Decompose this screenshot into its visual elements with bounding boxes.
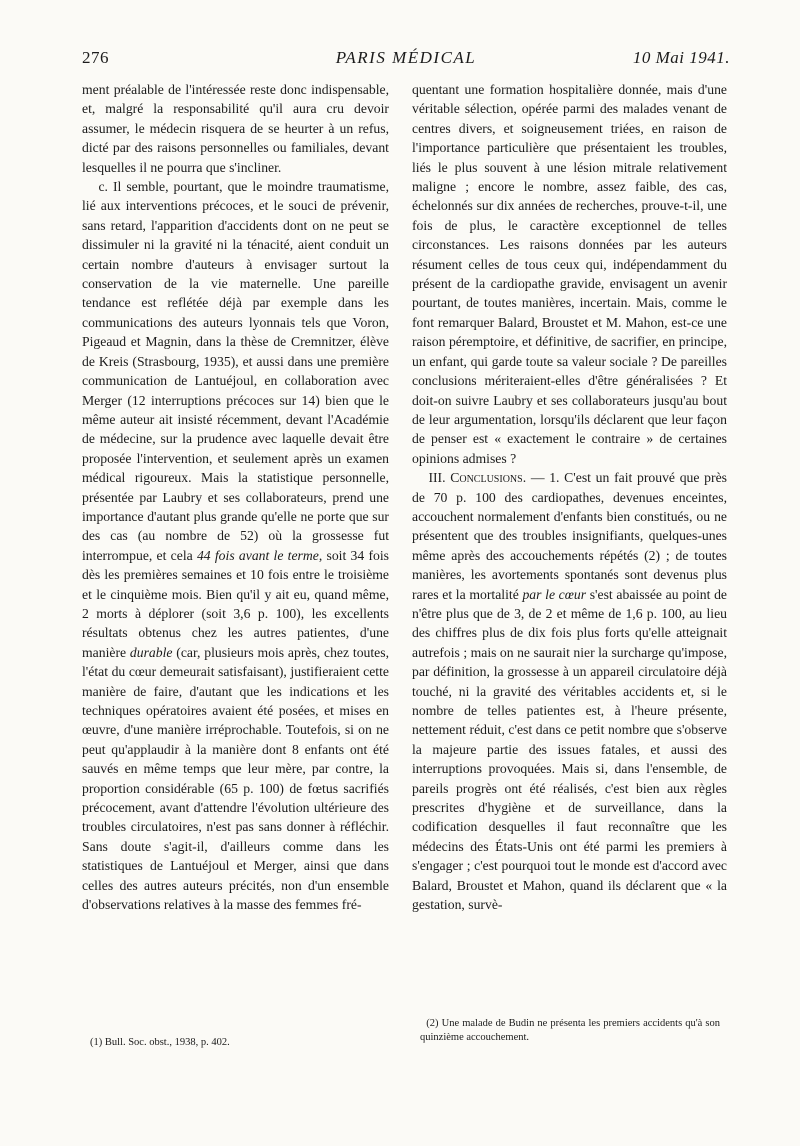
journal-title: PARIS MÉDICAL — [335, 48, 477, 67]
left-column — [82, 80, 389, 914]
running-header — [82, 48, 730, 74]
footnote-right: (2) Une malade de Budin ne présenta les premiers accidents qu'à son quinzième accouchement. — [420, 1018, 720, 1043]
paragraph: c. Il semble, pourtant, que le moindre traumatisme, lié aux interventions précoces, et le souci de prévenir, sans retard, l'apparition d'accidents dont on ne peut se dissimuler ni la gravité ni la ténacité, aient conduit un certain nombre d'auteurs à envisager surtout la conservation de la vie maternelle. Une pareille tendance est reflétée déjà par exemple dans les communications des auteurs lyonnais tels que Voron, Pigeaud et Magnin, dans la thèse de Cremnitzer, élève de Kreis (Strasbourg, 1935), et aussi dans une première communication de Lantuéjoul, en collaboration avec Merger (12 interruptions précoces sur 14) bien que le même auteur ait insisté récemment, devant l'Académie de médecine, sur la prudence avec laquelle devait être proposée l'intervention, et seulement après un examen médical rigoureux. Mais la statistique personnelle, présentée par Laubry et ses collaborateurs, prend une importance d'autant plus grande qu'elle ne porte que sur des cas (au nombre de 52) où la grossesse fut interrompue, et cela 44 fois avant le terme, soit 34 fois dès les premières semaines et 10 fois entre le troisième et le cinquième mois. Bien qu'il y ait eu, quand même, 2 morts à déplorer (soit 3,6 p. 100), les excellents résultats obtenus chez les autres patientes, d'une manière durable (car, plusieurs mois après, chez toutes, l'état du cœur demeurait satisfaisant), justifieraient cette manière de faire, d'autant que les indications et les techniques opératoires avaient été posées, et mises en œuvre, d'une manière irréprochable. Toutefois, si on ne peut qu'applaudir à la manière dont 8 enfants ont été sauvés en même temps que leur mère, par contre, la proportion considérable (65 p. 100) de fœtus sacrifiés précocement, avant d'attendre l'évolution ultérieure des troubles circulatoires, n'est pas sans donner à réfléchir. Sans doute s'agit-il, d'ailleurs comme dans les statistiques de Lantuéjoul et Merger, ainsi que dans celles des autres auteurs précités, non d'un ensemble d'observations relatives à la masse des femmes fré- — [82, 179, 390, 913]
right-column — [412, 80, 727, 914]
section-heading: III. Conclusions. — [428, 470, 527, 486]
emphasis: par le cœur — [522, 586, 587, 602]
footnote-left: (1) Bull. Soc. obst., 1938, p. 402. — [90, 1037, 230, 1048]
page-number: 276 — [82, 48, 109, 67]
issue-date: 10 Mai 1941. — [632, 48, 730, 67]
paragraph: quentant une formation hospitalière donnée, mais d'une véritable sélection, opérée parmi des malades venant de centres divers, et soigneusement triées, en raison de l'importance particulière que présentaient les troubles, liés le plus souvent à une lésion mitrale relativement maligne ; encore le nombre, assez faible, des cas, échelonnés sur dix années de recherches, prouve-t-il, une fois de plus, le caractère exceptionnel de telles circonstances. Les raisons données par les auteurs résument celles de tous ceux qui, indépendamment du présent de la cardiopathe gravide, envisagent un avenir pourtant, de toutes manières, incertain. Mais, comme le font remarquer Balard, Broustet et M. Mahon, est-ce une raison péremptoire, et définitive, de sacrifier, en principe, un enfant, qui garde toute sa valeur sociale ? De pareilles conclusions mériteraient-elles d'être généralisées ? Et doit-on suivre Laubry et ses collaborateurs jusqu'au bout de leur argumentation, lorsqu'ils déclarent que leur façon de penser est « exactement le contraire » de certaines opinions admises ? — [412, 82, 727, 466]
paragraph: ment préalable de l'intéressée reste donc indispensable, et, malgré la responsabilité qu'il aura cru devoir assumer, le médecin risquera de se heurter à un refus, dicté par des raisons personnelles ou familiales, devant lesquelles il ne pourra que s'incliner. — [82, 82, 389, 175]
emphasis: 44 fois avant le terme — [196, 547, 319, 563]
emphasis: durable — [129, 644, 173, 660]
paragraph: III. Conclusions. — 1. C'est un fait prouvé que près de 70 p. 100 des cardiopathes, devenues enceintes, accouchent normalement d'enfants bien constitués, ou ne présentent que des troubles insignifiants, quelques-unes même après des accouchements répétés (2) ; de toutes manières, les avortements spontanés sont devenus plus rares et la mortalité par le cœur s'est abaissée au point de n'être plus que de 3, de 2 et même de 1,6 p. 100, au lieu des chiffres plus de dix fois plus forts qu'elle atteignait autrefois ; mais on ne saurait nier la surcharge qu'impose, par définition, la grossesse à un appareil circulatoire déjà touché, ni la gravité des véritables accidents et, si le nombre de telles patientes est, à l'heure présente, nettement réduit, c'est dans ce petit nombre que s'observe la majeure partie des issues fatales, et aussi des interruptions provoquées. Mais si, dans l'ensemble, de pareils progrès ont été réalisés, c'est bien aux règles prescrites d'hygiène et de surveillance, dans la codification desquelles il faut reconnaître que les médecins des États-Unis ont été parmi les premiers à s'engager ; c'est pourquoi tout le monde est d'accord avec Balard, Broustet et Mahon, quand ils déclarent que « la gestation, survè- — [412, 470, 727, 913]
